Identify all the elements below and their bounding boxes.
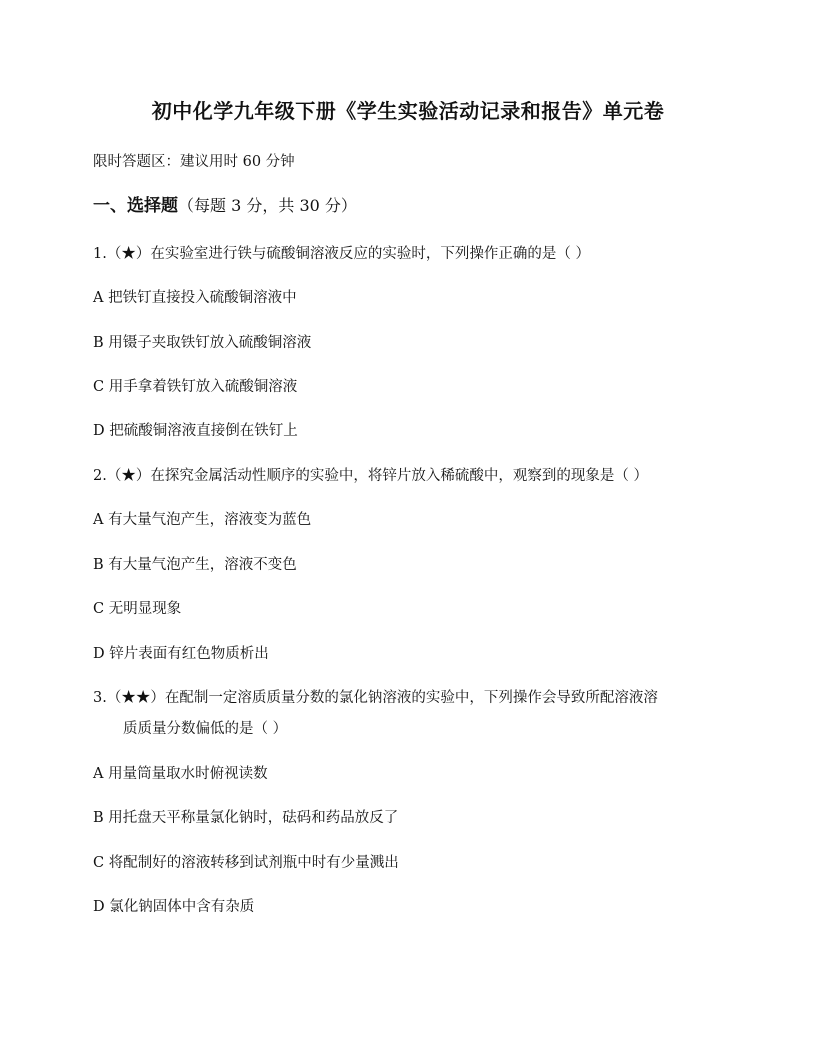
question-1-option-d: D 把硫酸铜溶液直接倒在铁钉上 bbox=[93, 423, 298, 439]
question-2-option-b: B 有大量气泡产生，溶液不变色 bbox=[93, 557, 297, 573]
question-3-stem-line-2: 质质量分数偏低的是（ ） bbox=[123, 721, 288, 737]
question-3-option-a: A 用量筒量取水时俯视读数 bbox=[93, 766, 268, 782]
section-detail: （每题 3 分，共 30 分） bbox=[178, 196, 357, 215]
question-3-option-d: D 氯化钠固体中含有杂质 bbox=[93, 899, 255, 915]
question-3-stem-line-1: 3.（★★）在配制一定溶质质量分数的氯化钠溶液的实验中，下列操作会导致所配溶液溶 bbox=[93, 690, 658, 706]
question-3-option-c: C 将配制好的溶液转移到试剂瓶中时有少量溅出 bbox=[93, 855, 399, 871]
question-1-option-a: A 把铁钉直接投入硫酸铜溶液中 bbox=[93, 290, 297, 306]
question-2-stem: 2.（★）在探究金属活动性顺序的实验中，将锌片放入稀硫酸中，观察到的现象是（ ） bbox=[93, 468, 648, 484]
question-2-option-a: A 有大量气泡产生，溶液变为蓝色 bbox=[93, 512, 312, 528]
question-2-option-c: C 无明显现象 bbox=[93, 601, 182, 617]
document-title: 初中化学九年级下册《学生实验活动记录和报告》单元卷 bbox=[151, 99, 665, 123]
section-title: 一、选择题 bbox=[93, 196, 178, 216]
section-heading bbox=[93, 196, 357, 216]
question-2-option-d: D 锌片表面有红色物质析出 bbox=[93, 646, 269, 662]
question-3-option-b: B 用托盘天平称量氯化钠时，砝码和药品放反了 bbox=[93, 810, 399, 826]
time-note: 限时答题区：建议用时 60 分钟 bbox=[93, 154, 295, 170]
question-1-option-b: B 用镊子夹取铁钉放入硫酸铜溶液 bbox=[93, 335, 312, 351]
question-1-option-c: C 用手拿着铁钉放入硫酸铜溶液 bbox=[93, 379, 298, 395]
question-1-stem: 1.（★）在实验室进行铁与硫酸铜溶液反应的实验时，下列操作正确的是（ ） bbox=[93, 246, 590, 262]
